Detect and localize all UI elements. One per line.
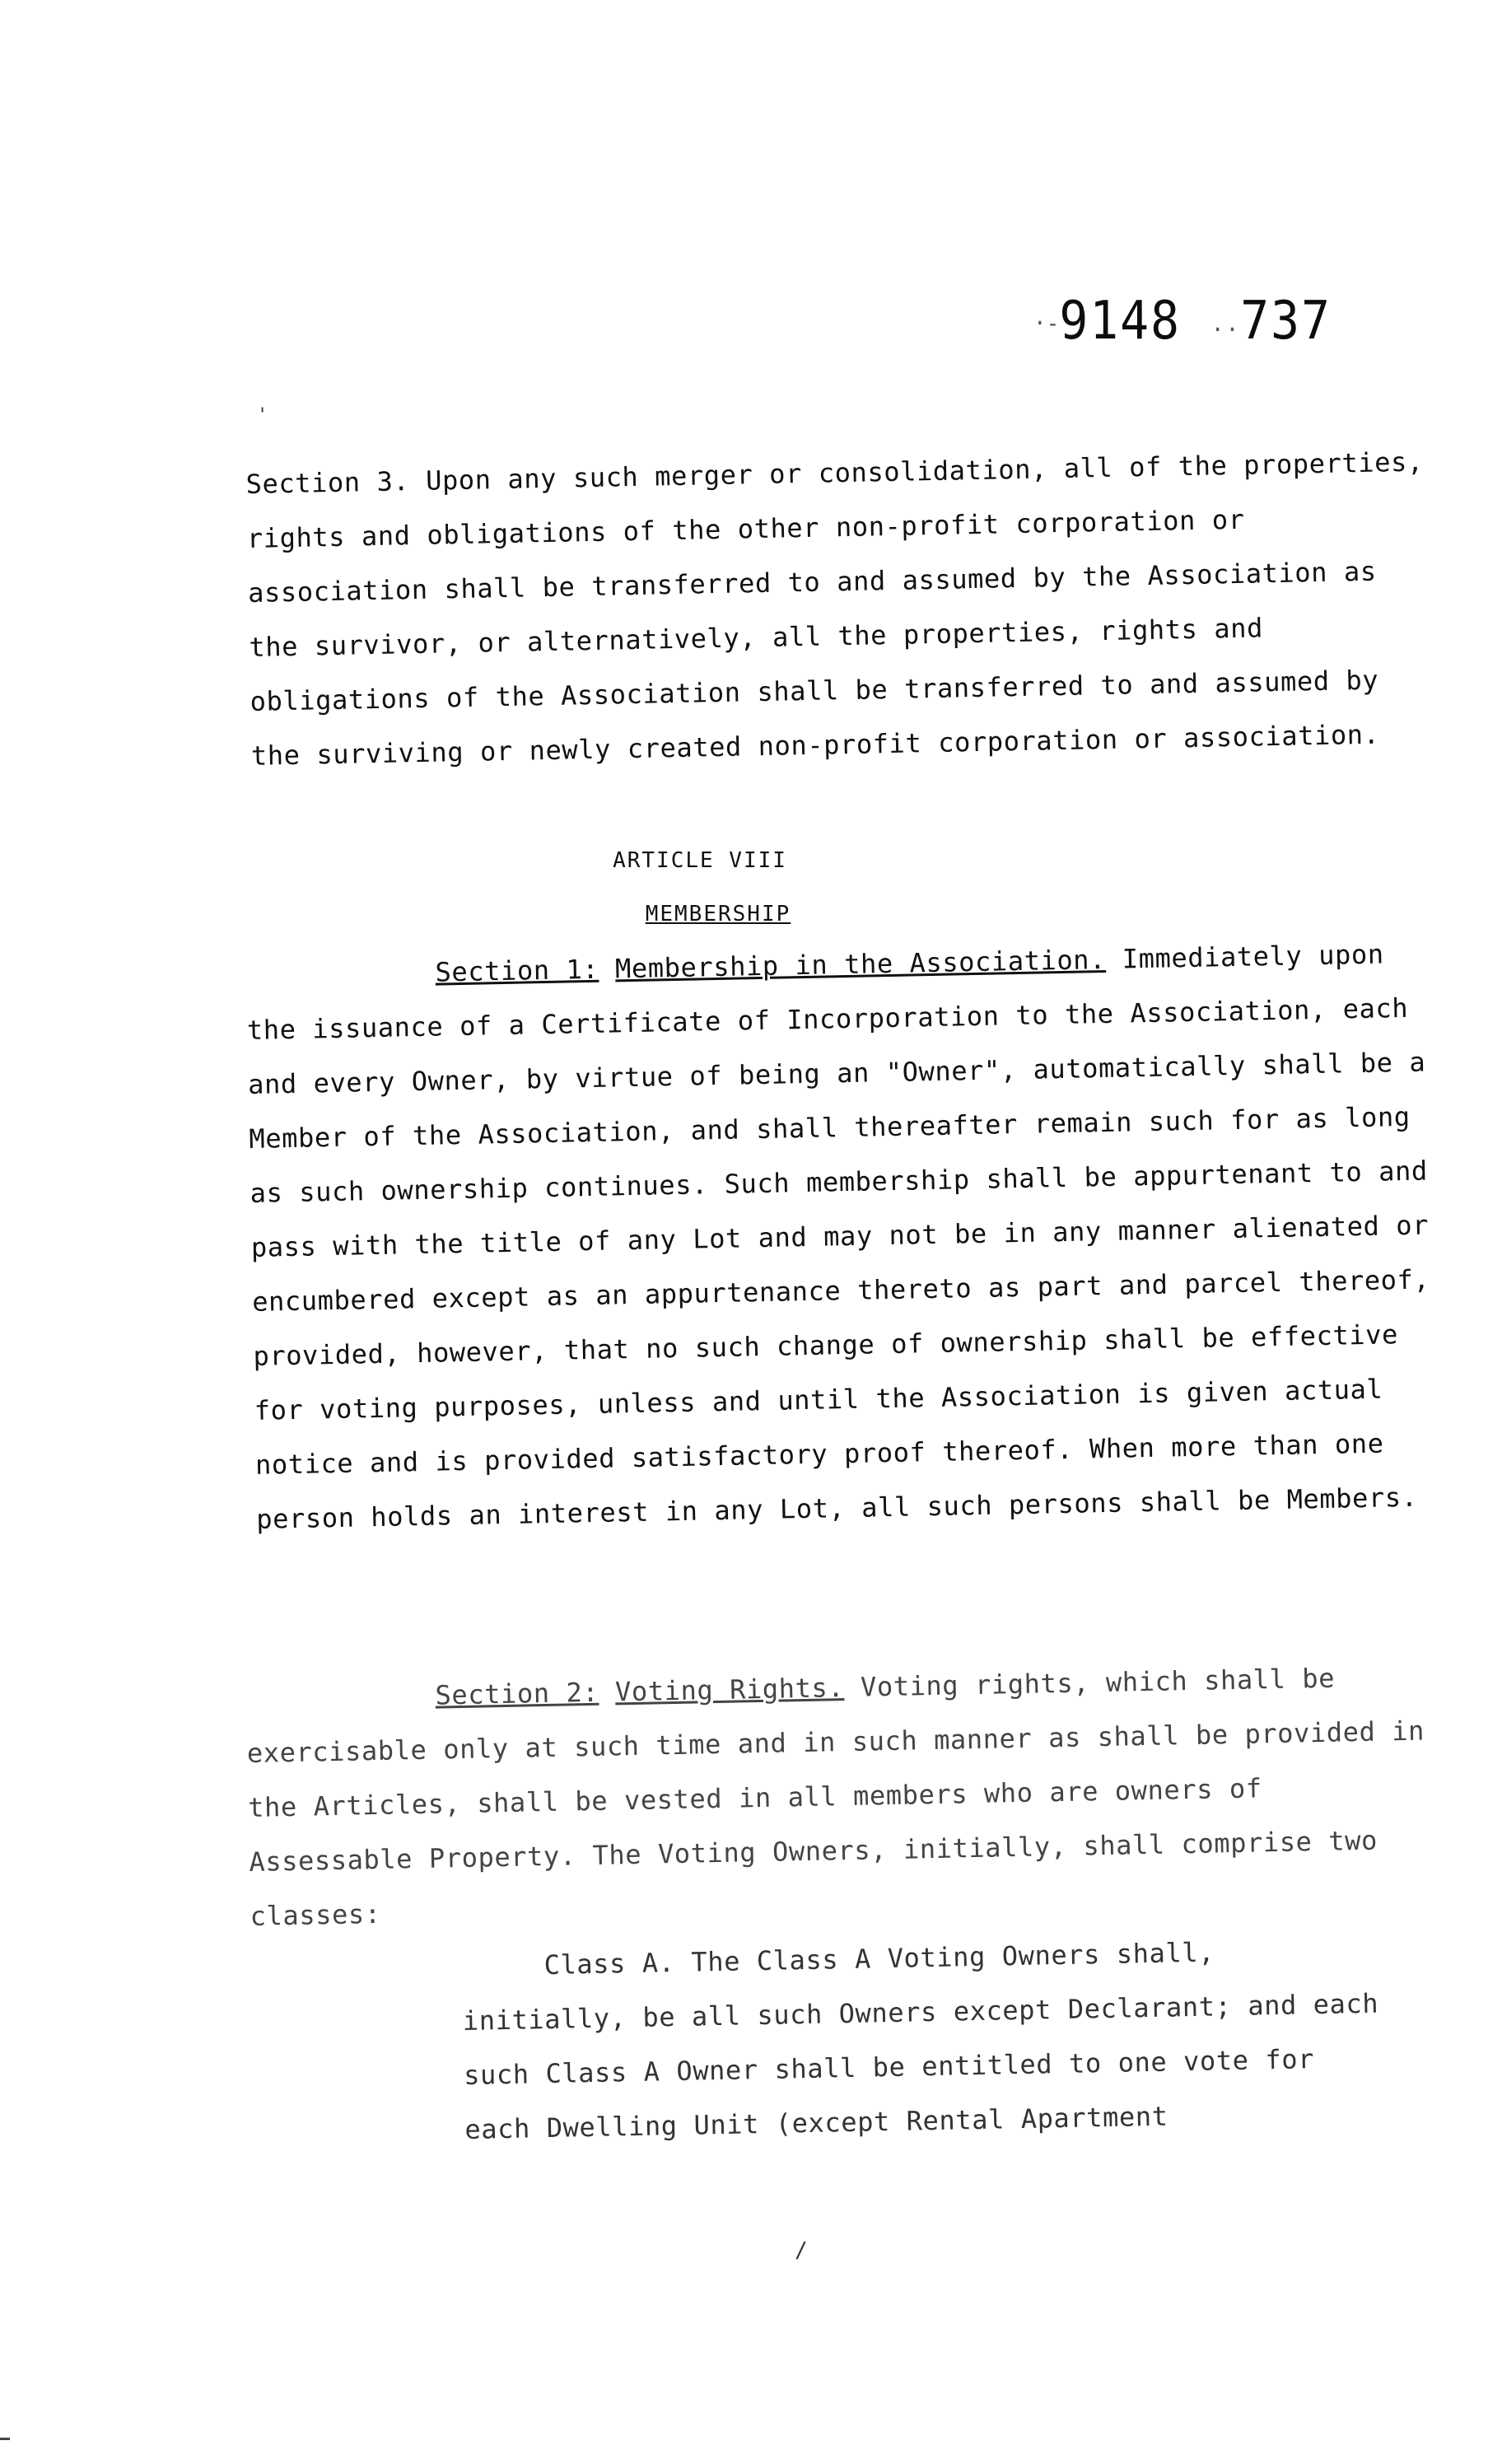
section-3-paragraph xyxy=(245,434,1437,783)
stamp-page-number: 737 xyxy=(1240,289,1332,352)
section-2-paragraph xyxy=(245,1649,1436,1944)
section-2-text: Voting rights, which shall be exercisable only at such time and in such manner as shall be provided in the Articles, shall be vested in all members who are owners of Assessable Property. The Voting Owners, initially, shall comprise two classes: xyxy=(246,1662,1425,1932)
stamp-prefix: ·‑ xyxy=(1033,310,1060,338)
section-1-label: Section 1: xyxy=(435,953,599,988)
section-2-label: Section 2: xyxy=(435,1676,599,1711)
section-3-text: Upon any such merger or consolidation, all of the properties, rights and obligations of the other non-profit corporation or association shall be transferred to and assumed by the Association as the survivor, or alternatively, all the properties, rights and obligations of the Association shall be transferred to and assumed by the surviving or newly created non-profit corporation or association. xyxy=(246,446,1425,772)
margin-tick: ' xyxy=(257,405,268,426)
section-2-heading: Voting Rights. xyxy=(614,1672,845,1708)
footer-mark: / xyxy=(795,2238,808,2263)
section-1-paragraph xyxy=(245,926,1443,1547)
article-subtitle: MEMBERSHIP xyxy=(645,902,791,926)
stamp-separator: .. xyxy=(1210,310,1241,338)
article-title: ARTICLE VIII xyxy=(613,848,787,873)
section-1-heading: Membership in the Association. xyxy=(614,943,1107,985)
section-3-label: Section 3. xyxy=(245,465,410,500)
stamp-book-number: 9148 xyxy=(1059,289,1181,352)
section-1-text: Immediately upon the issuance of a Certificate of Incorporation to the Association, each and every Owner, by virtue of being an "Owner", automatically shall be a Member of the Association, and shall thereafter remain such for as long as such ownership continues. Such membership shall be appurtenant to and pass with the title of any Lot and may not be in any manner alienated or encumbered except as an appurtenance thereto as part and parcel thereof, provided, however, that no such change of ownership shall be effective for voting purposes, unless and until the Association is given actual notice and is provided satisfactory proof thereof. When more than one person holds an interest in any Lot, all such persons shall be Members. xyxy=(246,938,1430,1535)
class-a-paragraph xyxy=(461,1921,1388,2156)
class-a-text: The Class A Voting Owners shall, initially, be all such Owners except Declarant; and each such Class A Owner shall be entitled to one vote for each Dwelling Unit (except Rental Apartment xyxy=(462,1936,1379,2145)
book-page-stamp xyxy=(1033,290,1332,352)
scan-edge-mark xyxy=(0,2438,10,2440)
class-a-label: Class A. xyxy=(543,1947,675,1981)
